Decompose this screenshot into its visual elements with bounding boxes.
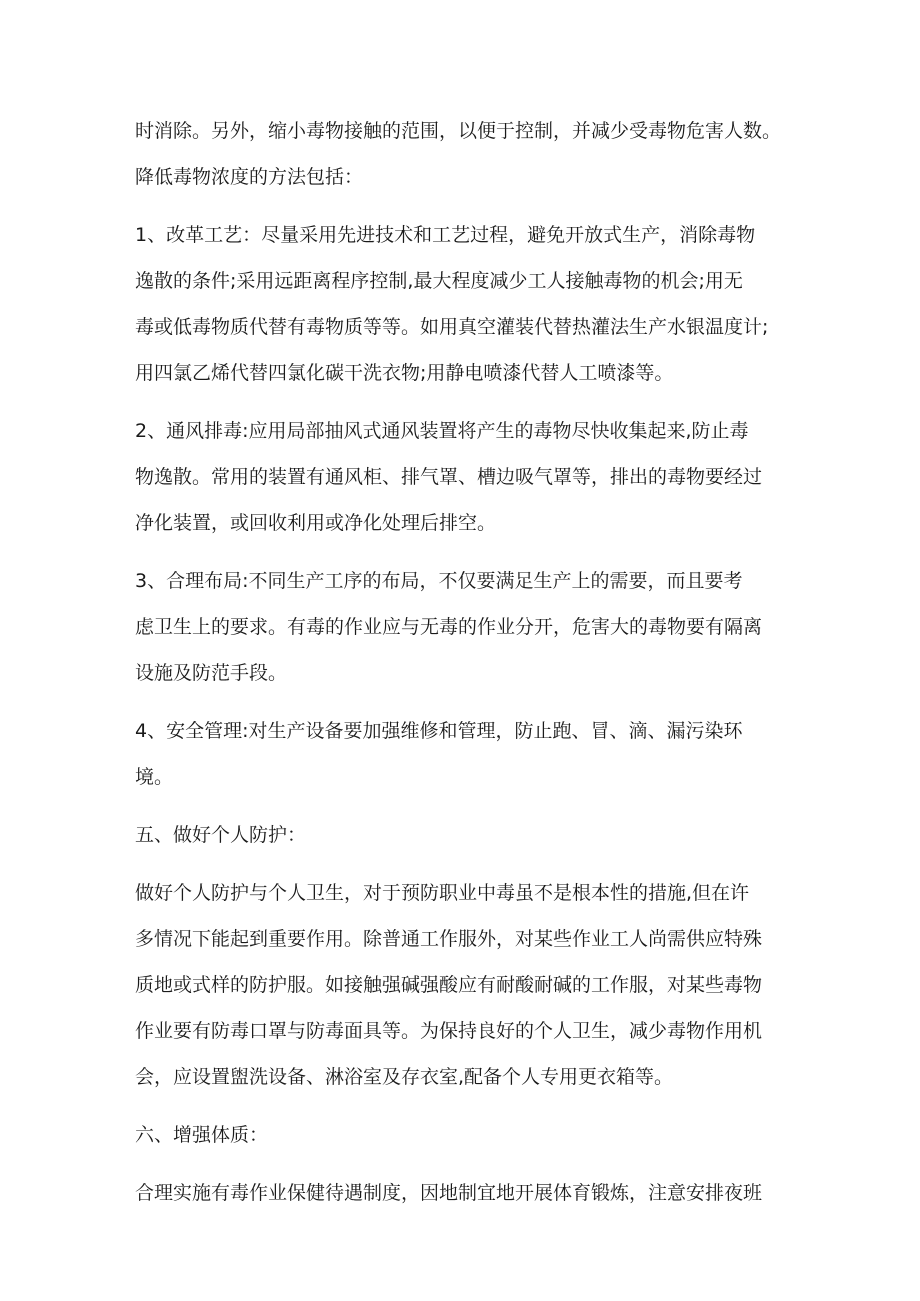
section-heading-6 (135, 1112, 795, 1158)
text-line: 作业要有防毒口罩与防毒面具等。为保持良好的个人卫生，减少毒物作用机 (135, 1020, 763, 1042)
paragraph-intro (135, 108, 795, 200)
text-line: 设施及防范手段。 (135, 662, 288, 684)
text-line: 合理实施有毒作业保健待遇制度，因地制宜地开展体育锻炼，注意安排夜班 (135, 1182, 763, 1204)
text-line: 境。 (135, 766, 174, 788)
paragraph-item-1 (135, 212, 795, 396)
text-line: 降低毒物浓度的方法包括： (135, 166, 364, 188)
text-line: 会，应设置盥洗设备、淋浴室及存衣室,配备个人专用更衣箱等。 (135, 1066, 674, 1088)
text-line: 做好个人防护与个人卫生，对于预防职业中毒虽不是根本性的措施,但在许 (135, 882, 750, 904)
section-heading: 五、做好个人防护： (135, 824, 307, 846)
text-line: 用四氯乙烯代替四氯化碳干洗衣物;用静电喷漆代替人工喷漆等。 (135, 362, 674, 384)
text-line: 2、通风排毒:应用局部抽风式通风装置将产生的毒物尽快收集起来,防止毒 (135, 420, 749, 442)
text-line: 多情况下能起到重要作用。除普通工作服外，对某些作业工人尚需供应特殊 (135, 928, 763, 950)
paragraph-personal-protection (135, 870, 795, 1100)
paragraph-item-4 (135, 708, 795, 800)
section-heading: 六、增强体质： (135, 1124, 269, 1146)
text-line: 虑卫生上的要求。有毒的作业应与无毒的作业分开，危害大的毒物要有隔离 (135, 616, 763, 638)
text-line: 3、合理布局:不同生产工序的布局，不仅要满足生产上的需要，而且要考 (135, 570, 743, 592)
paragraph-item-3 (135, 558, 795, 696)
paragraph-item-2 (135, 408, 795, 546)
text-line: 4、安全管理:对生产设备要加强维修和管理，防止跑、冒、滴、漏污染环 (135, 720, 743, 742)
text-line: 毒或低毒物质代替有毒物质等等。如用真空灌装代替热灌法生产水银温度计; (135, 316, 769, 338)
text-line: 时消除。另外，缩小毒物接触的范围，以便于控制，并减少受毒物危害人数。 (135, 120, 782, 142)
text-line: 净化装置，或回收利用或净化处理后排空。 (135, 512, 497, 534)
text-line: 逸散的条件;采用远距离程序控制,最大程度减少工人接触毒物的机会;用无 (135, 270, 743, 292)
text-line: 质地或式样的防护服。如接触强碱强酸应有耐酸耐碱的工作服，对某些毒物 (135, 974, 763, 996)
text-line: 1、改革工艺：尽量采用先进技术和工艺过程，避免开放式生产，消除毒物 (135, 224, 756, 246)
text-line: 物逸散。常用的装置有通风柜、排气罩、槽边吸气罩等，排出的毒物要经过 (135, 466, 763, 488)
paragraph-physique (135, 1170, 795, 1216)
section-heading-5 (135, 812, 795, 858)
document-body (135, 108, 795, 1216)
